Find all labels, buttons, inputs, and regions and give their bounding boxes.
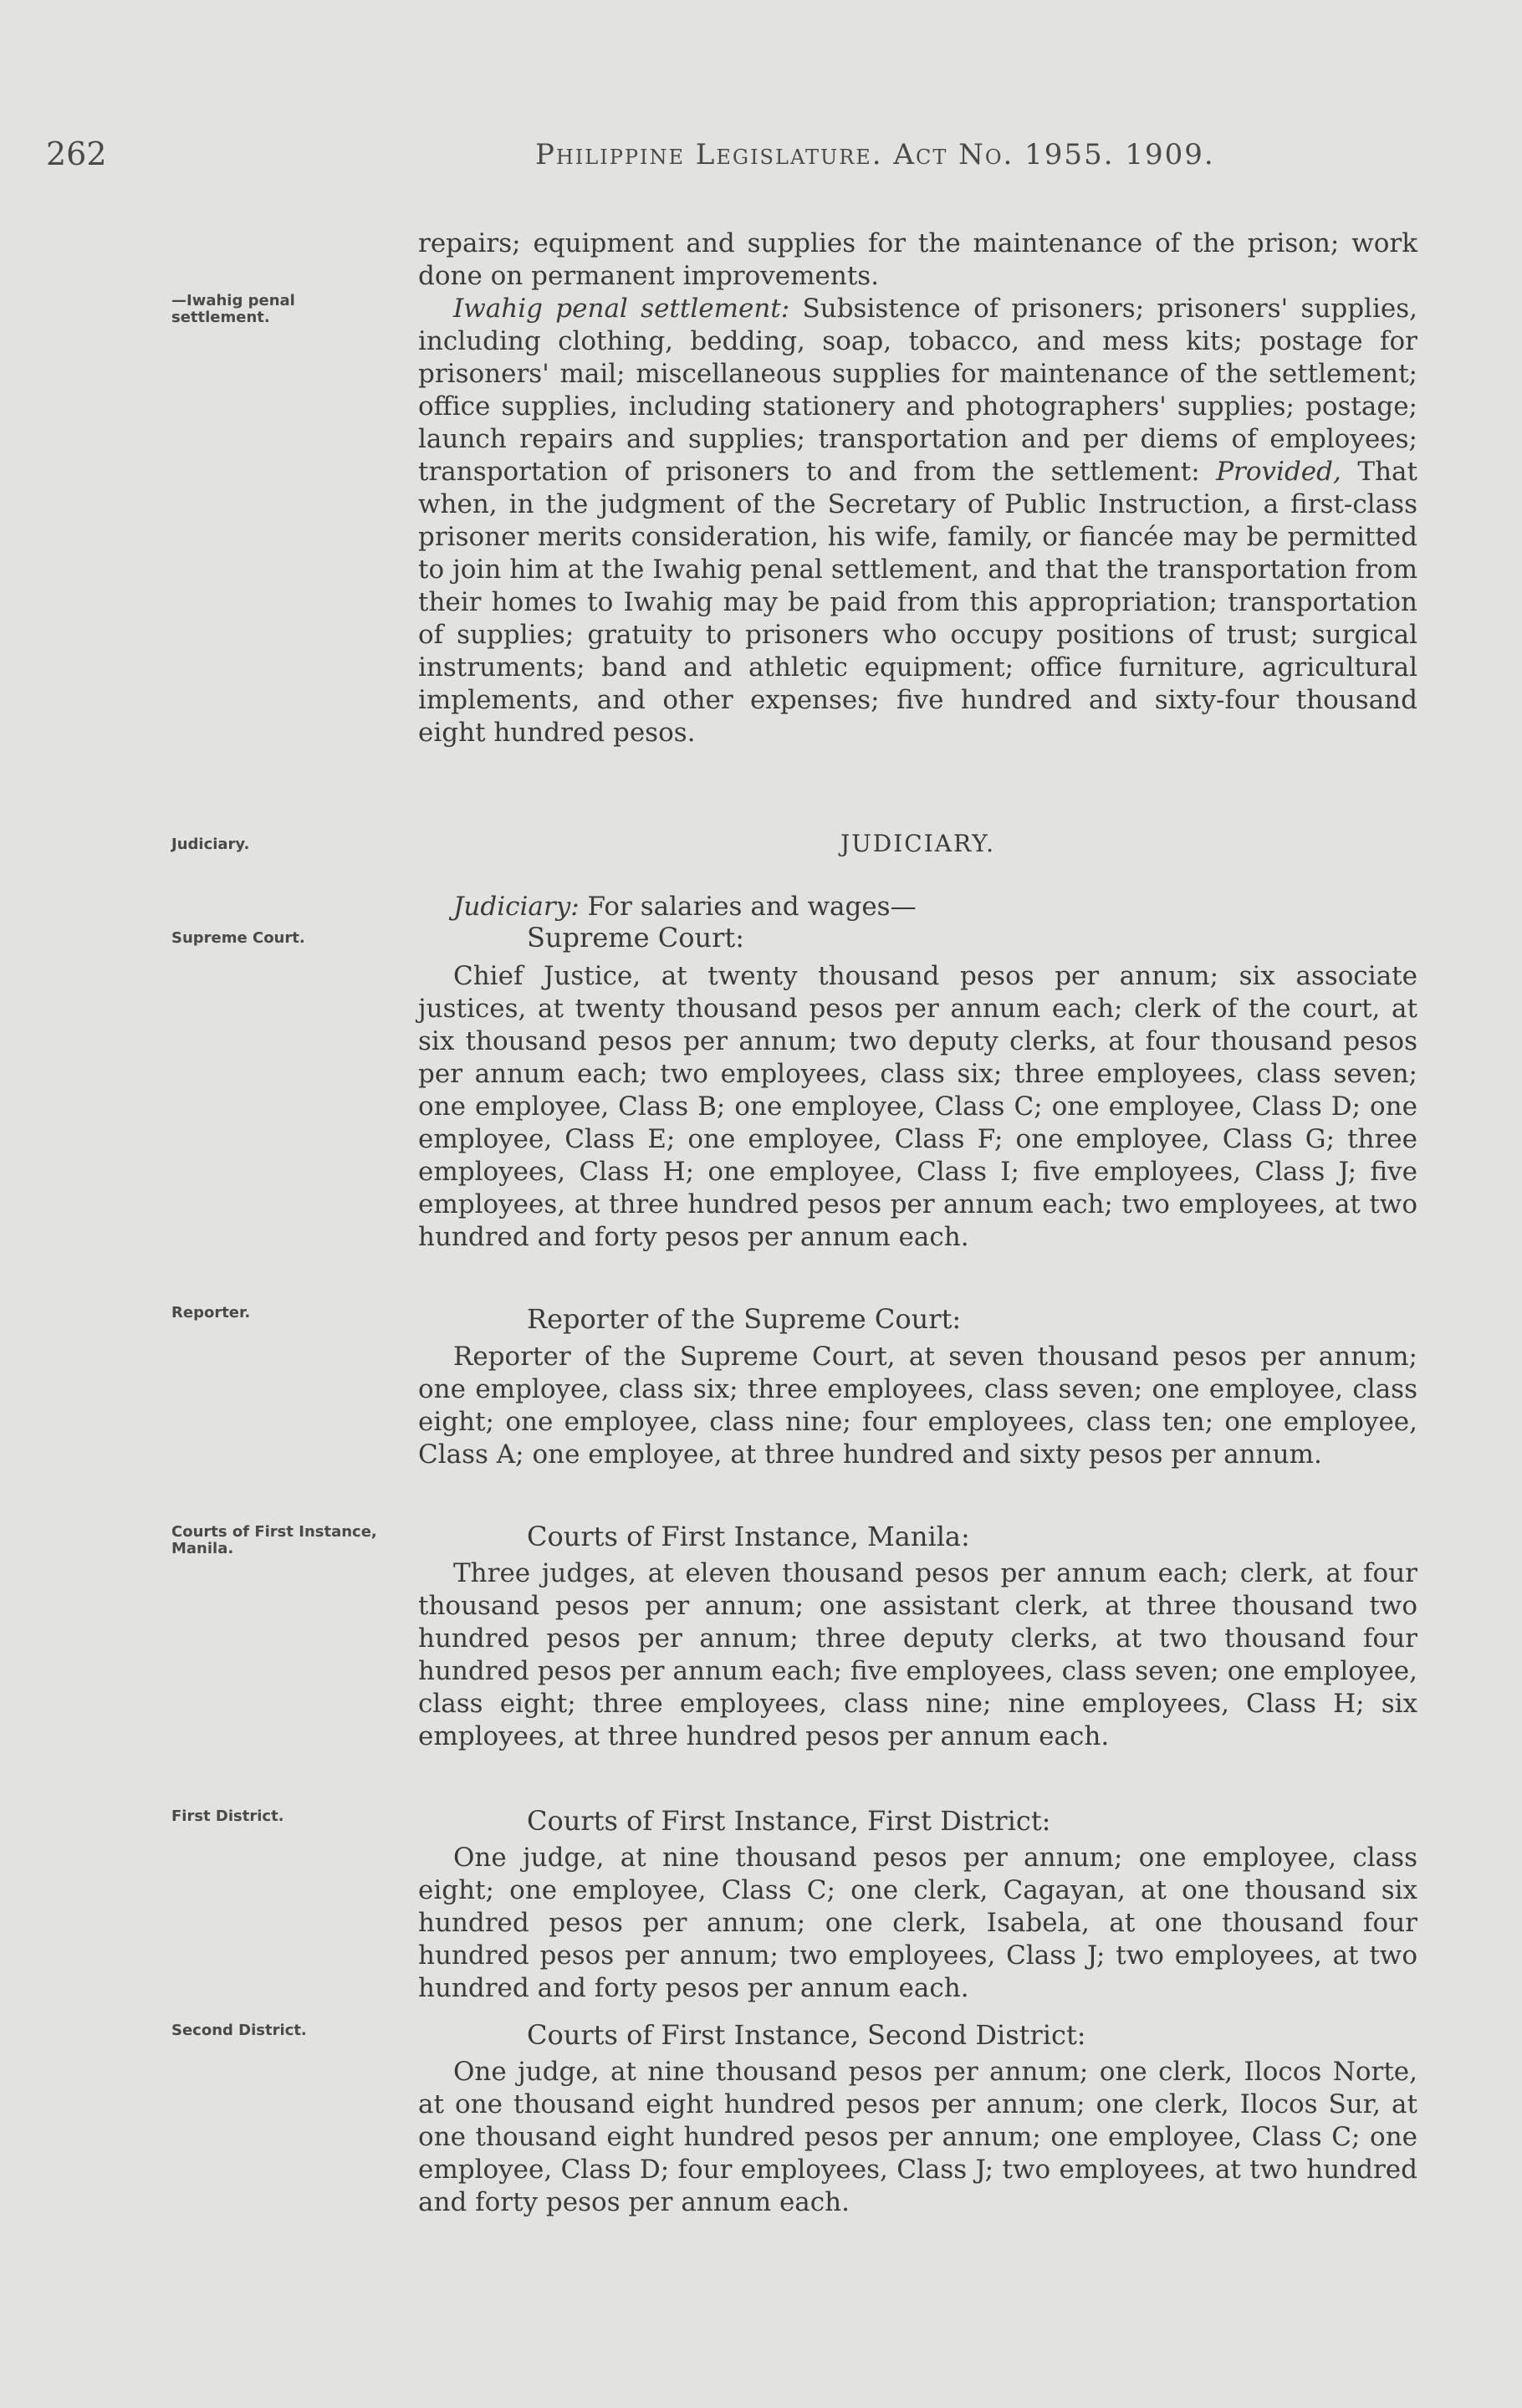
reporter-head: Reporter of the Supreme Court: bbox=[527, 1303, 962, 1335]
running-title: Philippine Legislature. Act No. 1955. 1909. bbox=[535, 138, 1215, 171]
margin-note-first-district: First District. bbox=[171, 1807, 284, 1825]
margin-note-reporter: Reporter. bbox=[171, 1304, 251, 1322]
margin-note-judiciary: Judiciary. bbox=[171, 836, 250, 853]
manila-head: Courts of First Instance, Manila: bbox=[527, 1521, 970, 1552]
iwahig-text-1: Subsistence of prisoners; prisoners' supplies, including clothing, bedding, soap, tobacco, and mess kits; postage for prisoners' mail; miscellaneous supplies for maintenance of the settlement; office supplies, including stationery and photographers' supplies; postage; launch repairs and supplies; transportation and per diems of employees; transportation of prisoners to and from the settlement: bbox=[418, 294, 1417, 487]
supreme-court-paragraph: Chief Justice, at twenty thousand pesos per annum; six associate justices, at twenty thousand pesos per annum each; clerk of the court, at six thousand pesos per annum; two deputy clerks, at four thousand pesos per annum each; two employees, class six; three employees, class seven; one employee, Class B; one employee, Class C; one employee, Class D; one employee, Class E; one employee, Class F; one employee, Class G; three employees, Class H; one employee, Class I; five employees, Class J; five employees, at three hundred pesos per annum each; two employees, at two hundred and forty pesos per annum each. bbox=[418, 961, 1417, 1252]
margin-note-supreme-court: Supreme Court. bbox=[171, 929, 305, 947]
margin-note-iwahig: —Iwahig penal settlement. bbox=[171, 292, 295, 326]
second-district-head: Courts of First Instance, Second District: bbox=[527, 2019, 1086, 2051]
first-district-paragraph: One judge, at nine thousand pesos per annum; one employee, class eight; one employee, Class C; one clerk, Cagayan, at one thousand six hundred pesos per annum; one clerk, Isabela, at one thousand four hundred pesos per annum; two employees, Class J; two employees, at two hundred and forty pesos per annum each. bbox=[418, 1843, 1417, 2003]
second-district-paragraph: One judge, at nine thousand pesos per annum; one clerk, Ilocos Norte, at one thousand eight hundred pesos per annum; one clerk, Ilocos Sur, at one thousand eight hundred pesos per annum; one employee, Class C; one employee, Class D; four employees, Class J; two employees, at two hundred and forty pesos per annum each. bbox=[418, 2057, 1417, 2217]
iwahig-text-2: That when, in the judgment of the Secretary of Public Instruction, a first-class prisoner merits consideration, his wife, family, or fiancée may be permitted to join him at the Iwahig penal settlement, and that the transportation from their homes to Iwahig may be paid from this appropriation; transportation of supplies; gratuity to prisoners who occupy positions of trust; surgical instruments; band and athletic equipment; office furniture, agricultural implements, and other expenses; five hundred and sixty-four thousand eight hundred pesos. bbox=[418, 457, 1417, 748]
iwahig-label: Iwahig penal settlement: bbox=[453, 294, 790, 324]
running-head bbox=[535, 138, 1215, 171]
page-number: 262 bbox=[46, 135, 107, 172]
margin-note-second-district: Second District. bbox=[171, 2022, 307, 2039]
margin-note-courts-manila: Courts of First Instance, Manila. bbox=[171, 1523, 377, 1557]
reporter-paragraph: Reporter of the Supreme Court, at seven thousand pesos per annum; one employee, class six; three employees, class seven; one employee, class eight; one employee, class nine; four employees, class ten; one employee, Class A; one employee, at three hundred and sixty pesos per annum. bbox=[418, 1342, 1417, 1470]
first-district-head: Courts of First Instance, First District: bbox=[527, 1805, 1051, 1837]
intro-paragraph: repairs; equipment and supplies for the maintenance of the prison; work done on permanent improvements. bbox=[418, 228, 1417, 291]
judiciary-label: Judiciary: bbox=[453, 892, 580, 922]
supreme-court-head: Supreme Court: bbox=[527, 922, 744, 953]
iwahig-paragraph bbox=[418, 293, 1417, 749]
judiciary-paragraph bbox=[418, 891, 1417, 923]
manila-paragraph: Three judges, at eleven thousand pesos per annum each; clerk, at four thousand pesos per annum; one assistant clerk, at three thousand two hundred pesos per annum; three deputy clerks, at two thousand four hundred pesos per annum each; five employees, class seven; one employee, class eight; three employees, class nine; nine employees, Class H; six employees, at three hundred pesos per annum each. bbox=[418, 1558, 1417, 1751]
provided-label: Provided, bbox=[1216, 457, 1341, 487]
judiciary-heading: JUDICIARY. bbox=[840, 830, 996, 857]
judiciary-text: For salaries and wages— bbox=[579, 892, 917, 922]
